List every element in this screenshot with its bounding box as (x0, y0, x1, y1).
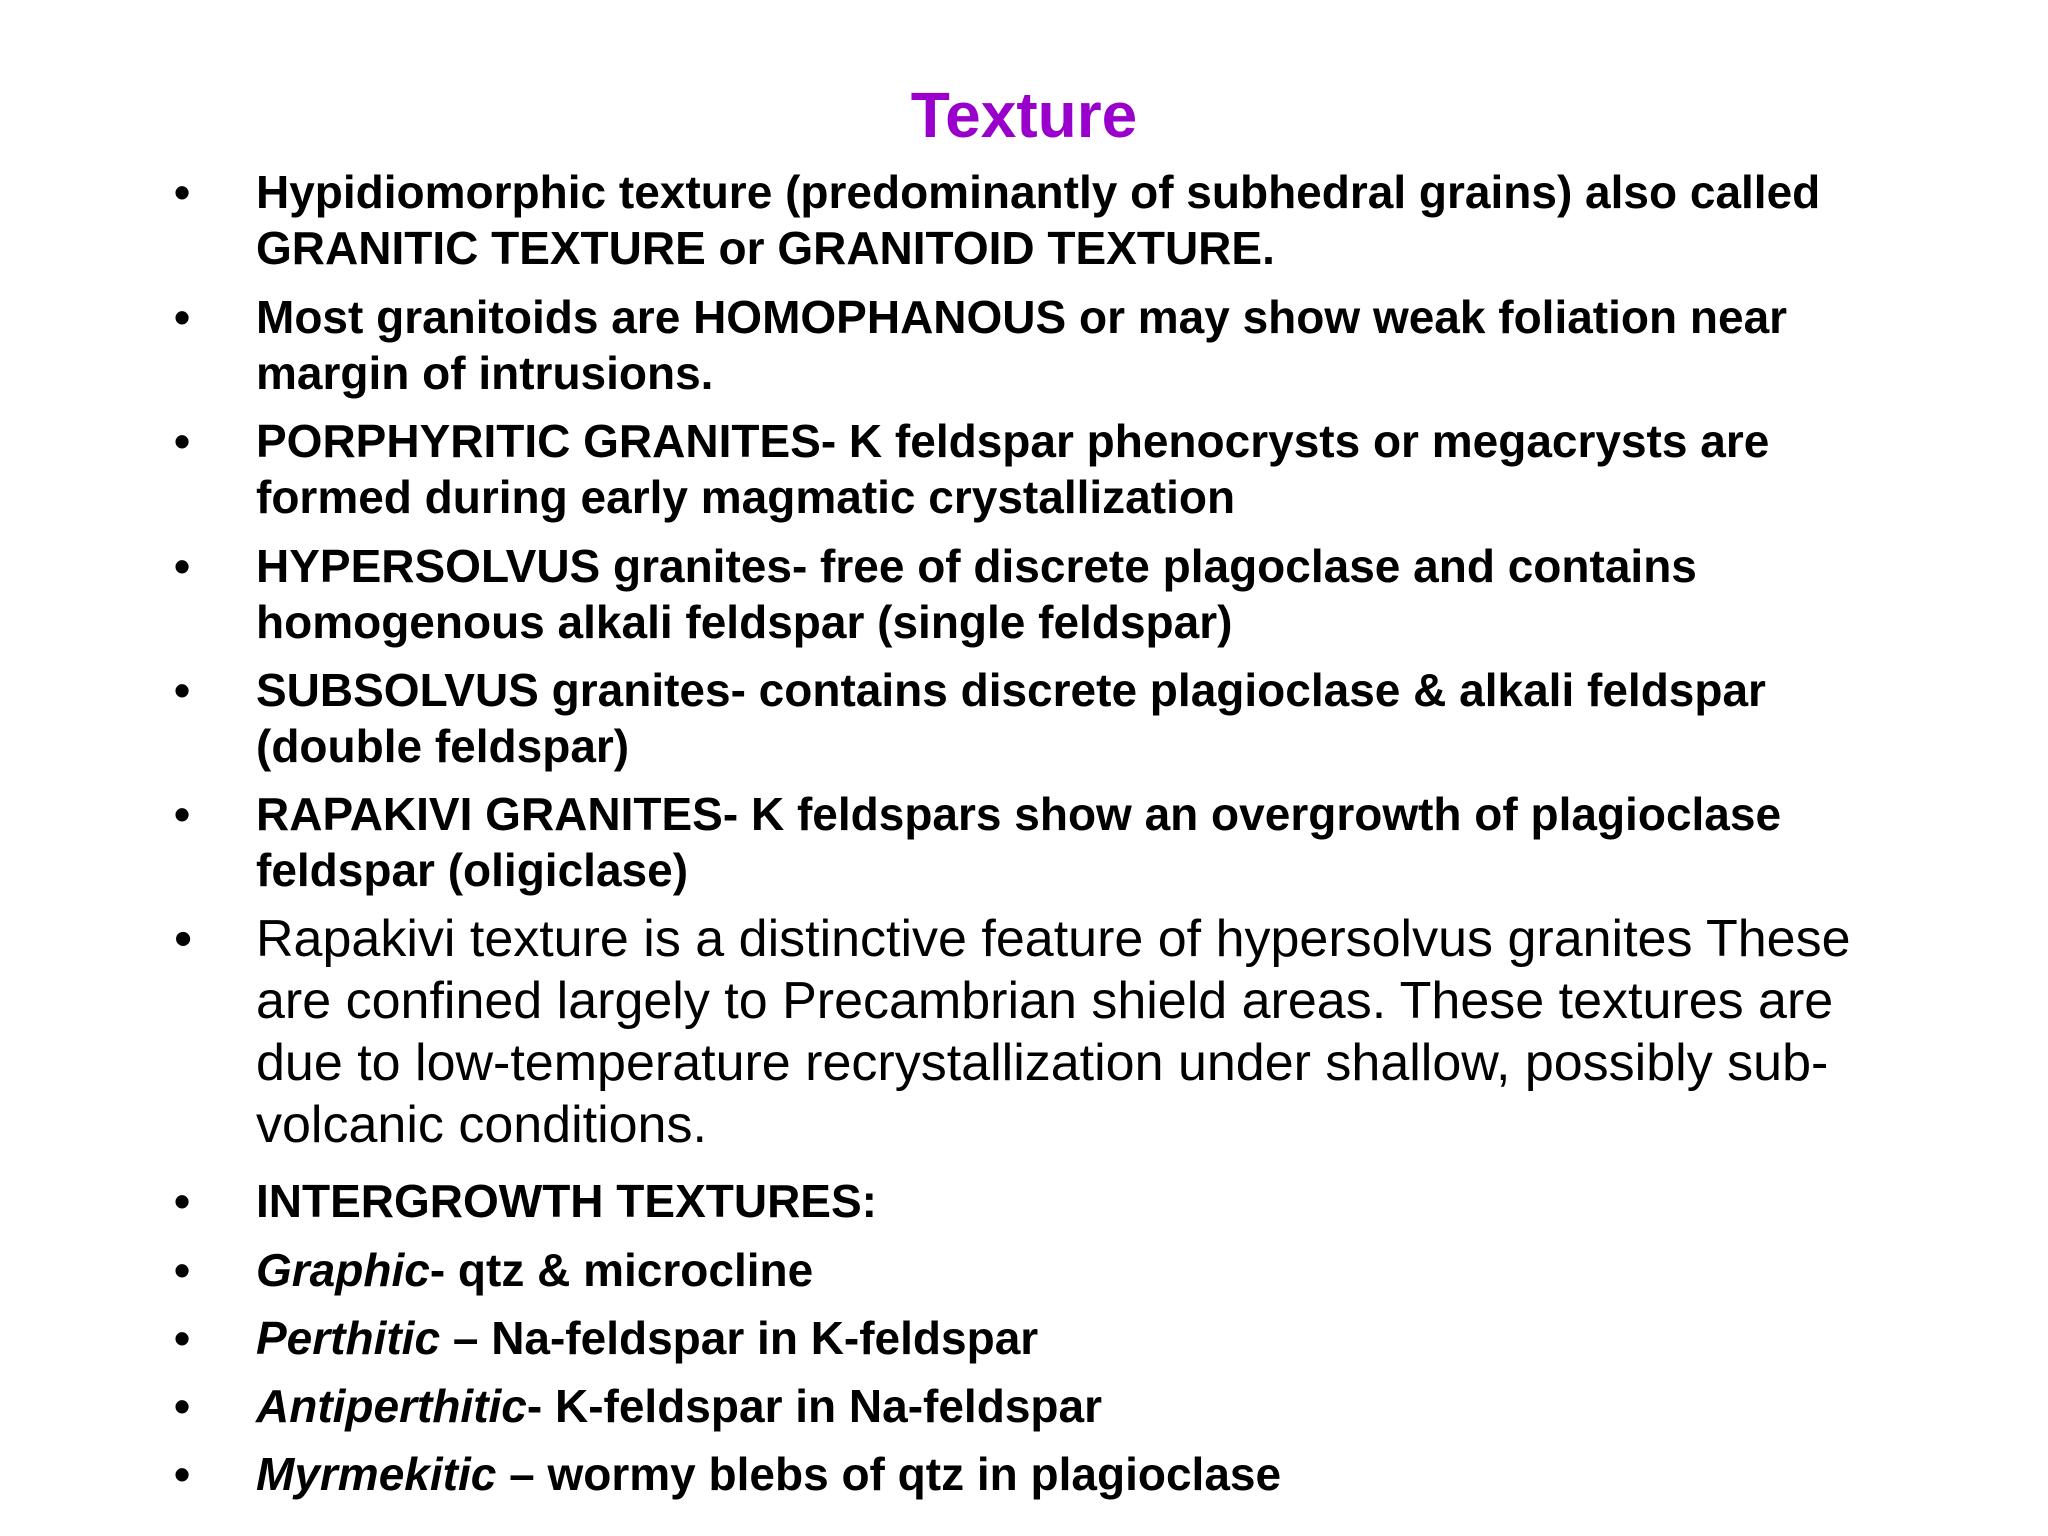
bullet-item-rapakivi-texture (174, 908, 1894, 1156)
bullet-icon: • (174, 1312, 191, 1364)
bullet-text: HYPERSOLVUS granites- free of discrete plagoclase and contains homogenous alkali feldspar (single feldspar) (256, 540, 1697, 648)
bullet-text: Most granitoids are HOMOPHANOUS or may show weak foliation near margin of intrusions. (256, 291, 1788, 399)
bullet-text: SUBSOLVUS granites- contains discrete plagioclase & alkali feldspar (double feldspar) (256, 664, 1766, 772)
bullet-icon: • (174, 788, 191, 840)
bullet-icon: • (174, 1448, 191, 1500)
term-description: - K-feldspar in Na-feldspar (526, 1380, 1102, 1432)
bullet-icon: • (174, 910, 193, 968)
bullet-text (256, 1446, 1894, 1502)
bullet-icon: • (174, 1244, 191, 1296)
bullet-item-intergrowth (174, 1173, 1894, 1229)
bullet-text: Hypidiomorphic texture (predominantly of subhedral grains) also called GRANITIC TEXTURE or GRANITOID TEXTURE. (256, 166, 1821, 274)
bullet-text: INTERGROWTH TEXTURES: (256, 1175, 877, 1227)
bullet-item-homophanous (174, 289, 1894, 401)
bullet-icon: • (174, 291, 191, 343)
bullet-item-graphic (174, 1242, 1894, 1298)
term-description: - qtz & microcline (429, 1244, 814, 1296)
bullet-icon: • (174, 1175, 191, 1227)
term-description: – wormy blebs of qtz in plagioclase (496, 1448, 1282, 1500)
term-graphic: Graphic (256, 1244, 430, 1296)
bullet-icon: • (174, 166, 191, 218)
bullet-text: RAPAKIVI GRANITES- K feldspars show an overgrowth of plagioclase feldspar (oligiclase) (256, 788, 1782, 896)
bullet-item-myrmekitic (174, 1446, 1894, 1502)
term-description: – Na-feldspar in K-feldspar (440, 1312, 1039, 1364)
bullet-item-subsolvus (174, 662, 1894, 774)
bullet-item-porphyritic (174, 413, 1894, 525)
bullet-icon: • (174, 1380, 191, 1432)
term-perthitic: Perthitic (256, 1312, 441, 1364)
bullet-text (256, 1378, 1894, 1434)
bullet-icon: • (174, 540, 191, 592)
bullet-text: PORPHYRITIC GRANITES- K feldspar phenocrysts or megacrysts are formed during early magmatic crystallization (256, 415, 1770, 523)
bullet-text (256, 1242, 1894, 1298)
term-myrmekitic: Myrmekitic (256, 1448, 497, 1500)
bullet-item-hypersolvus (174, 538, 1894, 650)
slide-title: Texture (910, 79, 1138, 151)
bullet-item-hypidiomorphic (174, 164, 1894, 276)
bullet-icon: • (174, 664, 191, 716)
term-antiperthitic: Antiperthitic (256, 1380, 527, 1432)
bullet-item-rapakivi-granites (174, 786, 1894, 898)
bullet-text: Rapakivi texture is a distinctive feature of hypersolvus granites These are confined largely to Precambrian shield areas. These textures are due to low-temperature recrystallization under shallow, possibly sub-volcanic conditions. (256, 910, 1851, 1154)
bullet-icon: • (174, 415, 191, 467)
bullet-item-antiperthitic (174, 1378, 1894, 1434)
bullet-item-perthitic (174, 1310, 1894, 1366)
bullet-text (256, 1310, 1894, 1366)
